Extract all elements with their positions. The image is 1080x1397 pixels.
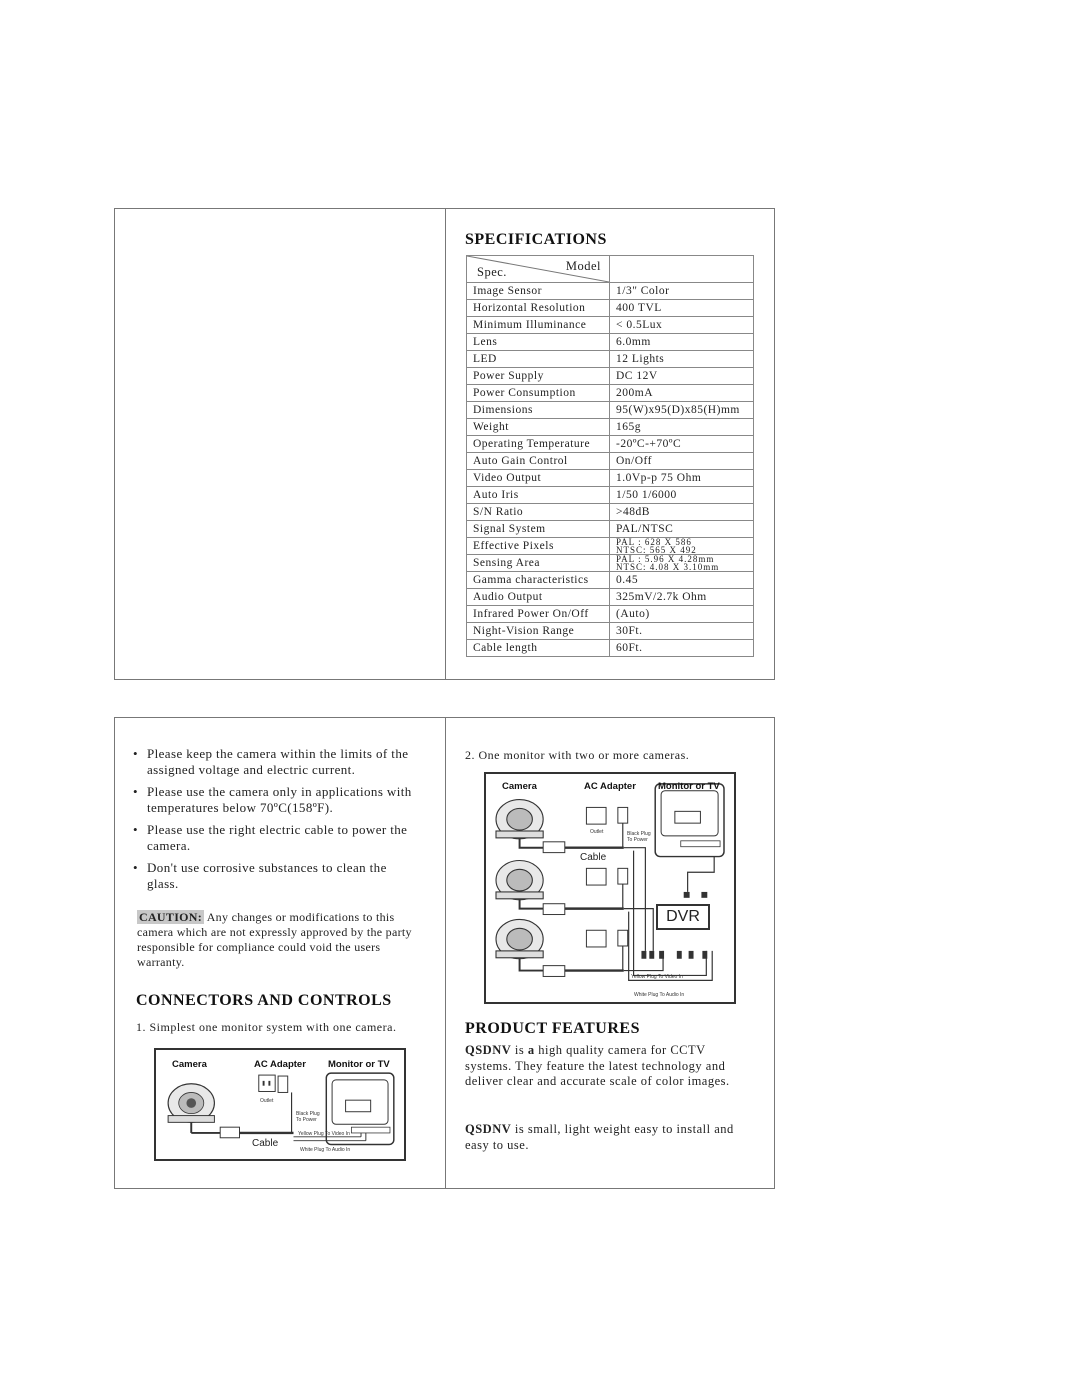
spec-value: 30Ft. <box>610 623 754 640</box>
table-row <box>467 623 754 640</box>
spec-value: 1/3" Color <box>610 283 754 300</box>
yellow-plug-label: Yellow Plug To Video In <box>298 1131 350 1137</box>
spec-value: On/Off <box>610 453 754 470</box>
header-value-cell <box>610 256 754 283</box>
spec-value: 12 Lights <box>610 351 754 368</box>
spec-label: Night-Vision Range <box>467 623 610 640</box>
table-row <box>467 521 754 538</box>
spec-label: LED <box>467 351 610 368</box>
spec-value-line: PAL : 5.96 X 4.28mm <box>616 554 715 564</box>
features-text: high quality camera for CCTV systems. They feature the latest technology and deliver clear and accurate scale of color images. <box>465 1043 730 1088</box>
header-spec: Spec. <box>477 265 507 279</box>
features-text: is <box>511 1043 528 1057</box>
black-plug-label: Black Plug <box>296 1111 320 1117</box>
to-power-label: To Power <box>627 837 648 843</box>
spec-label: Video Output <box>467 470 610 487</box>
list-item: • Don't use corrosive substances to clean the glass. <box>133 860 418 892</box>
spec-value: 1.0Vp-p 75 Ohm <box>610 470 754 487</box>
features-text: a <box>527 1043 535 1057</box>
connector-item-1: 1. Simplest one monitor system with one camera. <box>136 1020 397 1034</box>
table-row <box>467 436 754 453</box>
spec-value: 400 TVL <box>610 300 754 317</box>
features-paragraph-1 <box>465 1043 745 1090</box>
list-item: • Please keep the camera within the limits of the assigned voltage and electric current. <box>133 746 418 778</box>
table-row <box>467 572 754 589</box>
outlet-label: Outlet <box>260 1098 274 1104</box>
precaution-list <box>133 746 418 898</box>
header-diagonal-cell <box>467 256 610 283</box>
spec-value: DC 12V <box>610 368 754 385</box>
spec-value: 60Ft. <box>610 640 754 657</box>
table-row <box>467 640 754 657</box>
spec-value: 325mV/2.7k Ohm <box>610 589 754 606</box>
spec-value: PAL/NTSC <box>610 521 754 538</box>
header-model: Model <box>565 259 601 273</box>
spec-value: 165g <box>610 419 754 436</box>
specifications-page <box>114 208 775 680</box>
camera-label: Camera <box>502 781 537 792</box>
specifications-title: SPECIFICATIONS <box>465 231 607 248</box>
spec-label: S/N Ratio <box>467 504 610 521</box>
spec-label: Infrared Power On/Off <box>467 606 610 623</box>
table-row <box>467 317 754 334</box>
white-plug-label: White Plug To Audio In <box>634 992 685 998</box>
spec-value: 0.45 <box>610 572 754 589</box>
spec-label: Dimensions <box>467 402 610 419</box>
page-divider <box>445 209 446 679</box>
list-item: • Please use the camera only in applications with temperatures below 70ºC(158ºF). <box>133 784 418 816</box>
connectors-title: CONNECTORS AND CONTROLS <box>136 992 392 1009</box>
spec-label: Minimum Illuminance <box>467 317 610 334</box>
spec-label: Gamma characteristics <box>467 572 610 589</box>
spec-label: Operating Temperature <box>467 436 610 453</box>
spec-label: Cable length <box>467 640 610 657</box>
table-row <box>467 504 754 521</box>
features-paragraph-2 <box>465 1122 745 1153</box>
spec-value-line: NTSC: 565 X 492 <box>616 545 697 555</box>
spec-label: Image Sensor <box>467 283 610 300</box>
table-row <box>467 453 754 470</box>
table-row <box>467 368 754 385</box>
monitor-label: Monitor or TV <box>658 781 720 792</box>
camera-label: Camera <box>172 1059 207 1070</box>
spec-value: (Auto) <box>610 606 754 623</box>
cable-label: Cable <box>580 852 607 863</box>
spec-label: Horizontal Resolution <box>467 300 610 317</box>
spec-value: >48dB <box>610 504 754 521</box>
table-header-row <box>467 256 754 283</box>
spec-label: Sensing Area <box>467 555 610 572</box>
brand-name: QSDNV <box>465 1043 512 1057</box>
spec-label: Lens <box>467 334 610 351</box>
table-row <box>467 555 754 572</box>
list-item: • Please use the right electric cable to power the camera. <box>133 822 418 854</box>
product-features-title: PRODUCT FEATURES <box>465 1020 640 1037</box>
spec-label: Signal System <box>467 521 610 538</box>
spec-label: Auto Gain Control <box>467 453 610 470</box>
black-plug-label: Black Plug <box>627 831 651 837</box>
spec-value: 95(W)x95(D)x85(H)mm <box>610 402 754 419</box>
caution-note <box>137 910 422 970</box>
brand-name: QSDNV <box>465 1122 512 1136</box>
ac-adapter-label: AC Adapter <box>254 1059 306 1070</box>
specifications-table <box>466 255 754 657</box>
table-row <box>467 283 754 300</box>
caution-text: Any changes or modifications to this camera which are not expressly approved by the party responsible for compliance could void the users warranty. <box>137 910 412 969</box>
connector-item-2: 2. One monitor with two or more cameras. <box>465 748 690 762</box>
table-row <box>467 385 754 402</box>
spec-label: Power Consumption <box>467 385 610 402</box>
to-power-label: To Power <box>296 1117 317 1123</box>
table-row <box>467 402 754 419</box>
spec-value-line: NTSC: 4.08 X 3.10mm <box>616 562 720 572</box>
monitor-label: Monitor or TV <box>328 1059 390 1070</box>
ac-adapter-label: AC Adapter <box>584 781 636 792</box>
spec-label: Effective Pixels <box>467 538 610 555</box>
spec-value <box>610 555 754 572</box>
yellow-plug-label: Yellow Plug To Video In <box>631 974 683 980</box>
table-row <box>467 538 754 555</box>
table-row <box>467 351 754 368</box>
single-camera-diagram <box>154 1048 406 1161</box>
dvr-box: DVR <box>656 904 710 930</box>
multi-camera-diagram <box>484 772 736 1004</box>
cable-label: Cable <box>252 1138 279 1149</box>
table-row <box>467 419 754 436</box>
spec-value: 1/50 1/6000 <box>610 487 754 504</box>
outlet-label: Outlet <box>590 829 604 835</box>
diagram-2-drawing <box>486 774 734 1002</box>
spec-value: < 0.5Lux <box>610 317 754 334</box>
table-row <box>467 334 754 351</box>
white-plug-label: White Plug To Audio In <box>300 1147 351 1153</box>
manual-page <box>114 717 775 1189</box>
spec-value-line: PAL : 628 X 586 <box>616 537 692 547</box>
spec-label: Weight <box>467 419 610 436</box>
spec-label: Auto Iris <box>467 487 610 504</box>
spec-value: 200mA <box>610 385 754 402</box>
table-row <box>467 300 754 317</box>
spec-label: Audio Output <box>467 589 610 606</box>
spec-value: 6.0mm <box>610 334 754 351</box>
features-text: is small, light weight easy to install and easy to use. <box>465 1122 734 1152</box>
spec-value: -20ºC-+70ºC <box>610 436 754 453</box>
spec-label: Power Supply <box>467 368 610 385</box>
caution-label: CAUTION: <box>139 910 203 924</box>
table-row <box>467 589 754 606</box>
table-row <box>467 470 754 487</box>
table-row <box>467 487 754 504</box>
page-divider <box>445 718 446 1188</box>
table-row <box>467 606 754 623</box>
spec-value <box>610 538 754 555</box>
